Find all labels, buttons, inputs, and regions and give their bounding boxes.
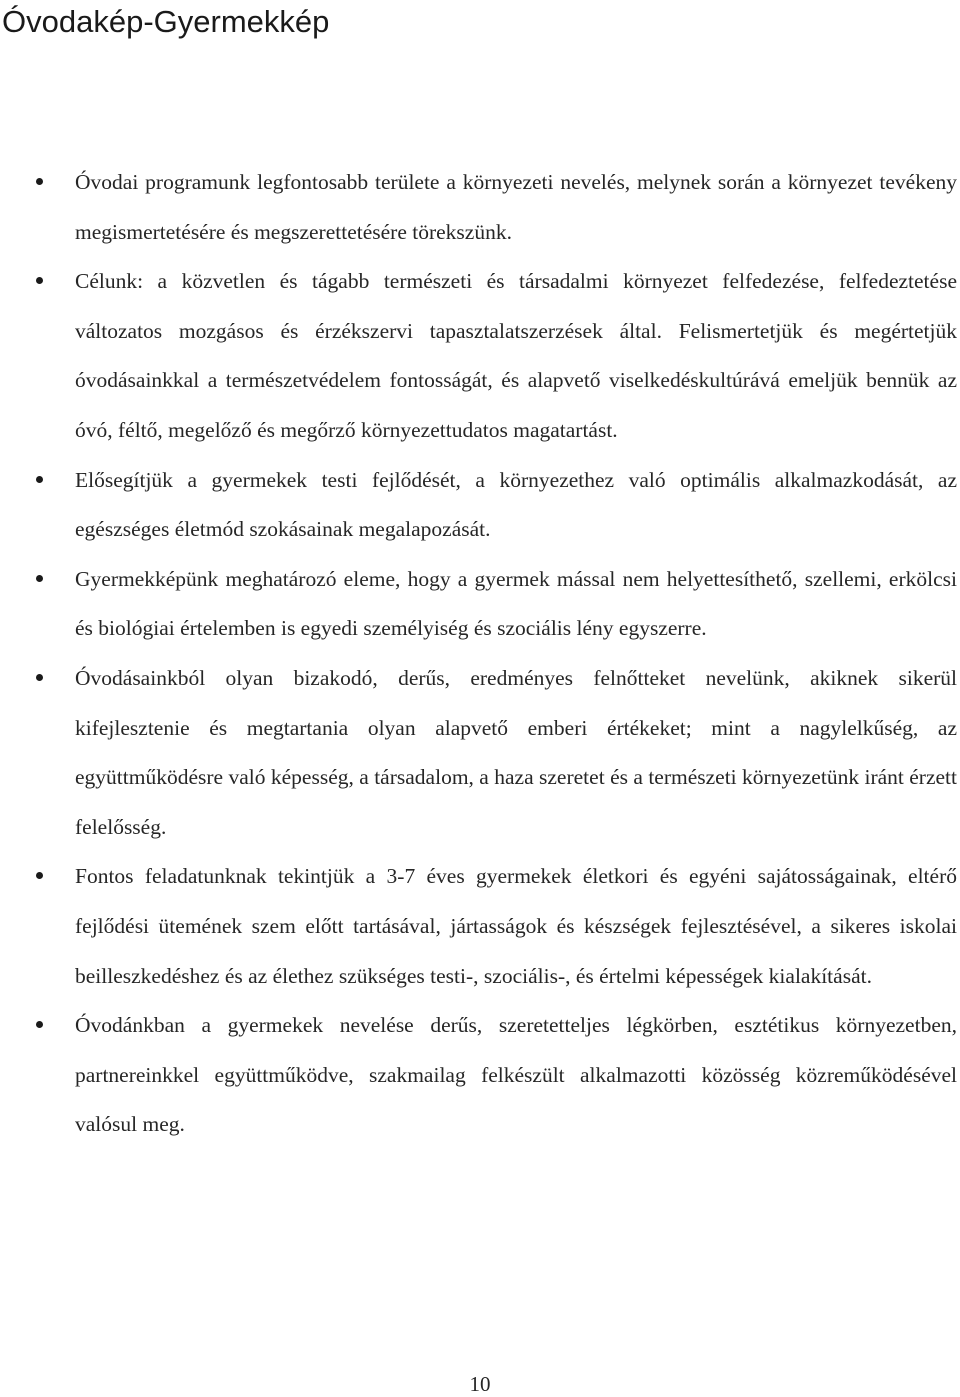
bullet-dot-icon: [36, 872, 43, 879]
list-item-text: Elősegítjük a gyermekek testi fejlődését, a környezethez való optimális alkalmazkodását, az egészséges életmód szokásainak megalapozását.: [75, 467, 957, 542]
page-title: Óvodakép-Gyermekkép: [2, 4, 330, 39]
list-item-text: Fontos feladatunknak tekintjük a 3-7 éves gyermekek életkori és egyéni sajátosságainak, eltérő fejlődési ütemének szem előtt tartásával, jártasságok és készségek fejlesztésével, a sikeres iskolai beilleszkedéshez és az élethez szükséges testi-, szociális-, és értelmi képességek kialakítását.: [75, 864, 957, 988]
list-item-text: Óvodai programunk legfontosabb területe a környezeti nevelés, melynek során a környezet tevékeny megismertetésére és megszerettetésére törekszünk.: [75, 170, 957, 244]
list-item: [0, 1001, 960, 1150]
list-item: [0, 158, 960, 257]
page-number: 10: [469, 1372, 491, 1396]
list-item-text: Óvodásainkból olyan bizakodó, derűs, eredményes felnőtteket nevelünk, akiknek sikerül kifejlesztenie és megtartania olyan alapvető emberi értékeket; mint a nagylelkűség, az együttműködésre való képesség, a társadalom, a haza szeretet és a természeti környezetünk iránt érzett felelősség.: [75, 665, 957, 839]
bullet-dot-icon: [36, 476, 43, 483]
list-item: [0, 852, 960, 1001]
list-item: [0, 456, 960, 555]
list-item-text: Gyermekképünk meghatározó eleme, hogy a gyermek mással nem helyettesíthető, szellemi, erkölcsi és biológiai értelemben is egyedi személyiség és szociális lény egyszerre.: [75, 566, 957, 641]
bullet-dot-icon: [36, 674, 43, 681]
list-item: [0, 654, 960, 852]
bullet-list: [0, 158, 960, 1150]
bullet-dot-icon: [36, 1021, 43, 1028]
list-item: [0, 257, 960, 455]
list-item: [0, 555, 960, 654]
bullet-dot-icon: [36, 178, 43, 185]
list-item-text: Óvodánkban a gyermekek nevelése derűs, szeretetteljes légkörben, esztétikus környezetben, partnereinkkel együttműködve, szakmailag felkészült alkalmazotti közösség közreműködésével valósul meg.: [75, 1013, 957, 1137]
bullet-dot-icon: [36, 277, 43, 284]
list-item-text: Célunk: a közvetlen és tágabb természeti és társadalmi környezet felfedezése, felfedeztetése változatos mozgásos és érzékszervi tapasztalatszerzések által. Felismertetjük és megértetjük óvodásainkkal a természetvédelem fontosságát, és alapvető viselkedéskultúrává emeljük bennük az óvó, féltő, megelőző és megőrző környezettudatos magatartást.: [75, 269, 957, 442]
bullet-dot-icon: [36, 575, 43, 582]
